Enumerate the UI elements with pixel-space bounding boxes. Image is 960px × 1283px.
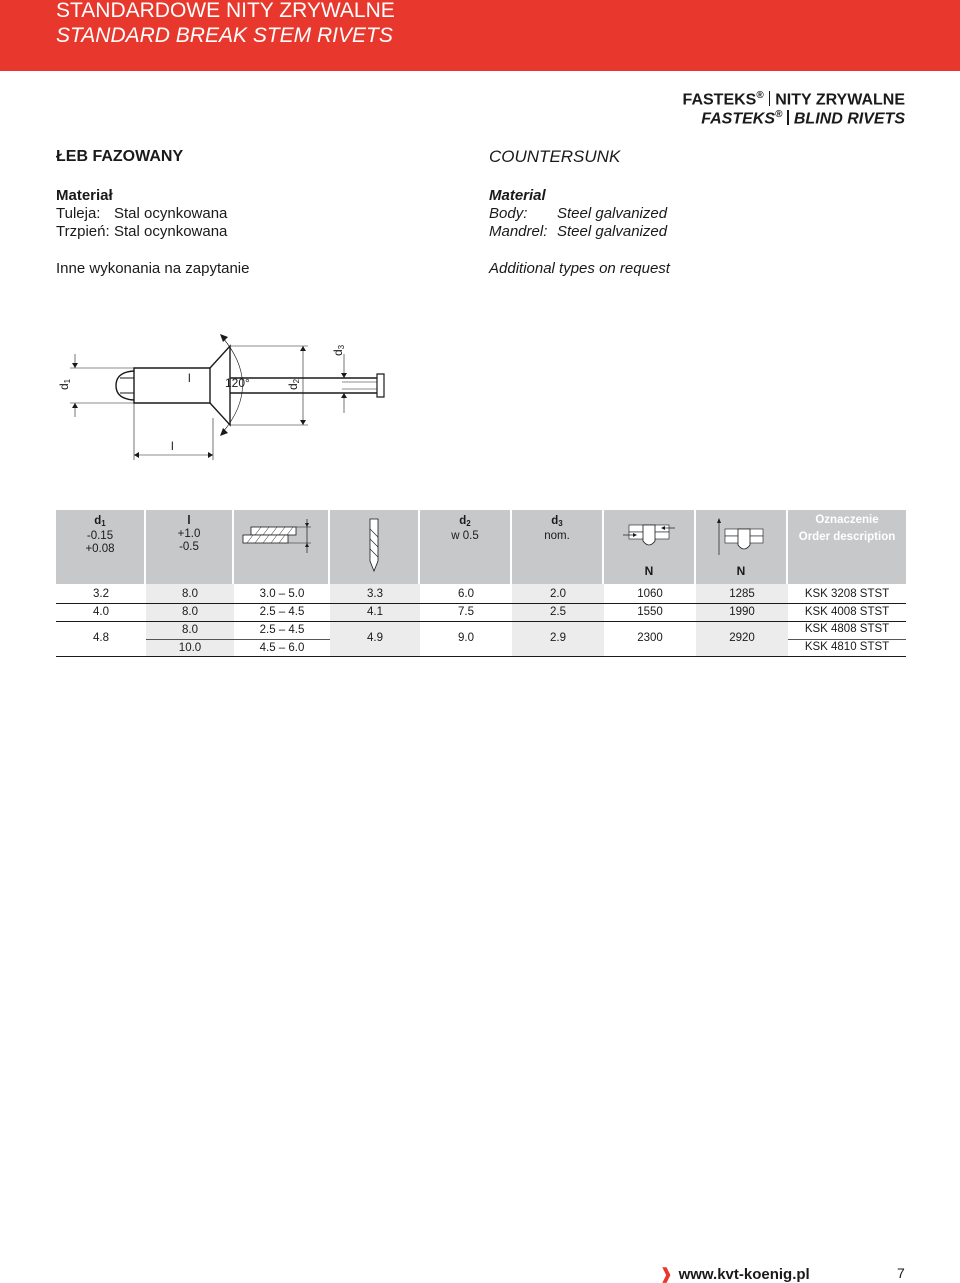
brand-name: FASTEKS <box>682 91 757 109</box>
cell-shear: 1060 <box>637 588 663 600</box>
cell-length: 10.0 <box>178 642 202 654</box>
cell-order: KSK 3208 STST <box>804 588 890 600</box>
heading-en: COUNTERSUNK <box>489 147 621 166</box>
arrow-head <box>208 452 213 458</box>
arrow-head <box>72 363 78 368</box>
material-row <box>56 223 249 241</box>
rivet-body <box>134 368 210 403</box>
cell-drill: 3.3 <box>367 588 383 600</box>
tolerance: -0.15 <box>86 530 114 542</box>
material-key: Body: <box>489 205 528 222</box>
cell-order: KSK 4810 STST <box>804 641 890 653</box>
cell-d1: 3.2 <box>93 588 109 600</box>
cell-drill: 4.1 <box>367 606 383 618</box>
material-value: Steel galvanized <box>557 205 668 222</box>
cell-d3: 2.9 <box>550 632 566 644</box>
header-d2: $d_2$ w 0.5 <box>420 510 512 584</box>
cell-grip: 4.5 – 6.0 <box>259 642 305 654</box>
brand-line-en <box>701 105 905 128</box>
brand-category-en: BLIND RIVETS <box>793 110 905 128</box>
header-banner <box>0 0 960 71</box>
registered-mark: ® <box>775 109 783 120</box>
cell-d2: 7.5 <box>458 606 474 618</box>
cell-shear: 2300 <box>637 632 663 644</box>
header-d3: $d_3$ nom. <box>512 510 604 584</box>
order-label-en: Order description <box>798 531 896 543</box>
unit-newton: N <box>644 564 654 578</box>
spec-table <box>56 510 906 654</box>
tolerance: nom. <box>544 530 570 542</box>
rivet-drawing <box>40 318 420 466</box>
footer-url[interactable] <box>660 1265 810 1283</box>
order-label-pl: Oznaczenie <box>815 514 879 526</box>
material-value: Steel galvanized <box>557 223 668 240</box>
arrow-head <box>341 393 347 398</box>
cell-length: 8.0 <box>182 624 198 636</box>
unit-newton: N <box>736 564 746 578</box>
mandrel-end <box>377 374 384 397</box>
arrow-head <box>300 346 306 351</box>
cell-drill: 4.9 <box>367 632 383 644</box>
cell-tensile: 1285 <box>729 588 755 600</box>
registered-mark: ® <box>756 90 764 101</box>
cell-d3: 2.5 <box>550 606 566 618</box>
cell-d1: 4.0 <box>93 606 109 618</box>
heading-pl: ŁEB FAZOWANY <box>56 148 184 165</box>
tensile-icon <box>713 515 769 559</box>
cell-d1: 4.8 <box>93 632 109 644</box>
spec-column-pl <box>56 148 249 278</box>
header-tensile <box>696 510 788 584</box>
arrow-head <box>341 373 347 378</box>
banner-title-pl: STANDARDOWE NITY ZRYWALNE <box>56 0 395 22</box>
cell-d2: 9.0 <box>458 632 474 644</box>
cell-length: 8.0 <box>182 606 198 618</box>
tolerance: -0.5 <box>179 541 199 553</box>
page-number: 7 <box>897 1265 905 1281</box>
cell-order: KSK 4008 STST <box>804 606 890 618</box>
table-header <box>56 510 906 584</box>
material-row <box>56 205 249 223</box>
shear-icon <box>621 515 677 559</box>
note-pl: Inne wykonania na zapytanie <box>56 260 250 277</box>
header-shear <box>604 510 696 584</box>
grip-range-icon <box>241 517 321 557</box>
tolerance: w 0.5 <box>451 530 479 542</box>
cell-d2: 6.0 <box>458 588 474 600</box>
label-l-inner: l <box>188 371 191 385</box>
header-d1: $d_1$ -0.15 +0.08 <box>56 510 146 584</box>
label-d2: d2 <box>286 378 301 390</box>
row-divider <box>56 656 906 657</box>
cell-tensile: 1990 <box>729 606 755 618</box>
material-label-en: Material <box>489 187 546 204</box>
tolerance: +0.08 <box>85 543 115 555</box>
cell-grip: 2.5 – 4.5 <box>259 606 305 618</box>
note-en: Additional types on request <box>489 260 670 277</box>
banner-title-en: STANDARD BREAK STEM RIVETS <box>56 24 393 47</box>
material-key: Trzpień: <box>56 223 110 240</box>
material-row <box>489 205 670 223</box>
brand-category-pl: NITY ZRYWALNE <box>775 91 905 109</box>
cell-tensile: 2920 <box>729 632 755 644</box>
material-value: Stal ocynkowana <box>114 205 228 222</box>
cell-d3: 2.0 <box>550 588 566 600</box>
arrow-head <box>220 334 228 342</box>
arrow-head <box>134 452 139 458</box>
header-order <box>788 510 906 584</box>
material-row <box>489 223 670 241</box>
label-angle: 120° <box>225 376 250 390</box>
label-l-outer: l <box>171 439 174 453</box>
tolerance: +1.0 <box>177 528 201 540</box>
arrow-head <box>220 428 228 436</box>
chevron-right-icon: ❱ <box>660 1266 673 1283</box>
arrow-head <box>72 403 78 408</box>
material-key: Tuleja: <box>56 205 101 222</box>
spec-column-en <box>489 148 670 278</box>
drill-icon <box>364 515 384 575</box>
cell-grip: 2.5 – 4.5 <box>259 624 305 636</box>
arrow-head <box>300 420 306 425</box>
material-label-pl: Materiał <box>56 187 113 204</box>
cell-length: 8.0 <box>182 588 198 600</box>
material-key: Mandrel: <box>489 223 548 240</box>
cell-order: KSK 4808 STST <box>804 623 890 635</box>
website-link[interactable]: www.kvt-koenig.pl <box>678 1266 810 1283</box>
label-d3: d3 <box>331 344 346 356</box>
cell-shear: 1550 <box>637 606 663 618</box>
header-drill <box>330 510 420 584</box>
mandrel-head <box>116 371 134 400</box>
label-d1: d1 <box>57 378 72 390</box>
header-grip-range <box>234 510 330 584</box>
header-length: l +1.0 -0.5 <box>146 510 234 584</box>
brand-name: FASTEKS <box>701 110 775 128</box>
brand-separator <box>787 110 789 125</box>
cell-grip: 3.0 – 5.0 <box>259 588 305 600</box>
material-value: Stal ocynkowana <box>114 223 228 240</box>
